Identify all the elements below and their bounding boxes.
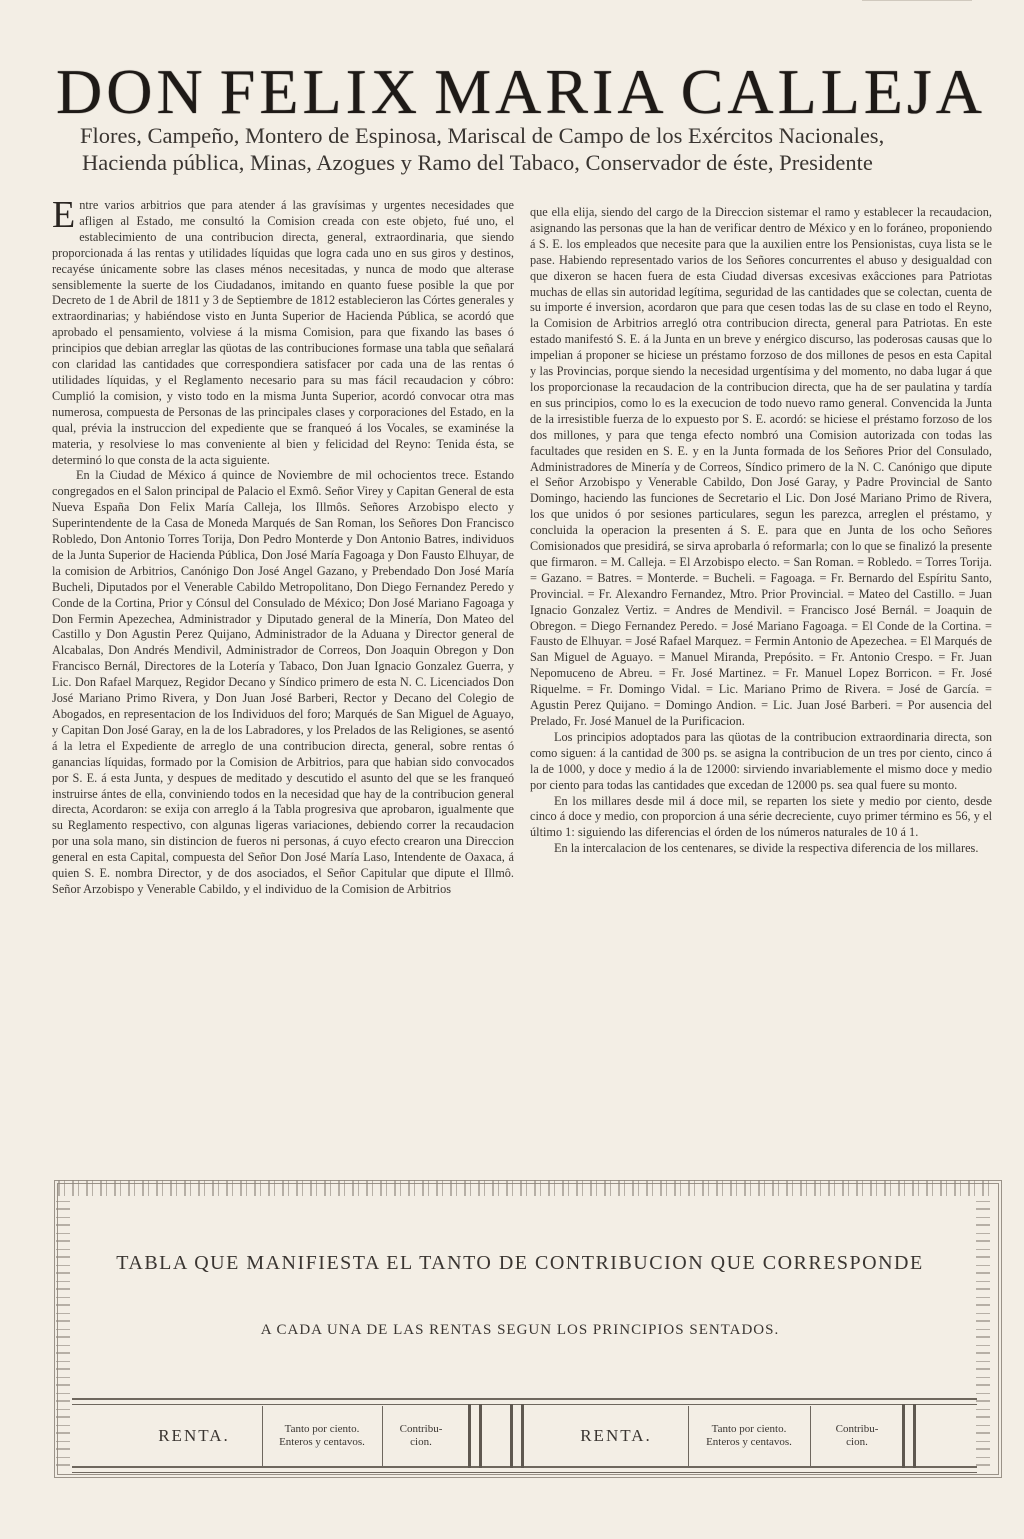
title-word: DON xyxy=(56,56,207,127)
header-line: Contribu- xyxy=(835,1423,879,1435)
subtitle-line: Flores, Campeño, Montero de Espinosa, Mariscal de Campo de los Exércitos Nacionales, xyxy=(80,123,885,148)
title-word: MARIA xyxy=(434,56,668,127)
table-rule xyxy=(72,1466,977,1468)
column-header-contribucion xyxy=(812,1408,902,1464)
column-header-tanto xyxy=(264,1408,380,1464)
header-line: Tanto por ciento. xyxy=(284,1423,360,1435)
column-header-tanto xyxy=(690,1408,808,1464)
header-line: Tanto por ciento. xyxy=(711,1423,787,1435)
column-header-renta: RENTA. xyxy=(158,1426,230,1445)
table-rule xyxy=(72,1398,977,1400)
header-line: Enteros y centavos. xyxy=(706,1436,792,1448)
center-double-rule xyxy=(468,1404,482,1468)
column-divider xyxy=(382,1406,383,1466)
right-text-column xyxy=(530,205,992,857)
paragraph xyxy=(52,194,514,468)
left-text-column xyxy=(52,194,514,898)
drop-cap: E xyxy=(52,194,76,236)
center-double-rule xyxy=(510,1404,524,1468)
column-divider xyxy=(688,1406,689,1466)
header-line: Enteros y centavos. xyxy=(279,1436,365,1448)
paragraph: En los millares desde mil á doce mil, se reparten los siete y medio por ciento, desde cinco á doce y medio, con proporcion á una série decreciente, cuyo primer término es 56, y el último 1: siguiendo las diferencias el órden de los números naturales de 10 á 1. xyxy=(530,793,992,840)
paragraph: que ella elija, siendo del cargo de la Direccion sistemar el ramo y establecer la recaudacion, asignando las personas que la han de verificar dentro de México y en lo foráneo, proponiendo á S. E. los empleados que necesite para que la auxilien entre los Pensionistas, cuya lista se le pase. Habiendo representado varios de los Señores concurrentes el abuso y desigualdad con que dixeron se hacen fuera de esta Ciudad diversas excesivas exâcciones para Patriotas muchas de ellas sin autoridad legítima, seguridad de las cantidades que se colectan, cuenta de su importe é inversion, acordaron que para que cesen todas las de su clase en todo el Reyno, la Comision de Arbitrios arregló otra contribucion directa, general para Patriotas. En este estado manifestó S. E. á la Junta en un breve y enérgico discurso, las poderosas causas que lo impelian á proponer se hiciese un préstamo forzoso de dos millones de pesos en esta Capital y las Provincias, porque siendo la necesidad urgentísima y del momento, no daba lugar á que los proporcionase la recaudacion de la contribucion directa, que ha de ser paulatina y tardía en sus principios, como lo es la execucion de todo nuevo ramo general. Convencida la Junta de la irresistible fuerza de lo expuesto por S. E. acordó: se hiciese el préstamo forzoso de los dos millones, y para que tenga efecto nombró una Comision autorizada con todas las facultades que residen en S. E. y en la Junta formada de los Señores Prior del Consulado, Administradores de Minería y de Correos, Síndico primero de la N. C. Canónigo que dipute el Señor Arzobispo y Venerable Cabildo, Don José Garay, y Padre Provincial de Santo Domingo, haciendo las funciones de Secretario el Lic. Don José Mariano Primo de Rivera, los que unidos ó por sesiones particulares, segun les parezca, arreglen el préstamo, y concluida la operacion la presenten á S. E. para que en Junta de los ocho Señores Comisionados que presidirá, se sirva aprobarla ó reformarla; con lo que se finalizó la presente que firmaron. = M. Calleja. = El Arzobispo electo. = San Roman. = Robledo. = Torres Torija. = Gazano. = Batres. = Monterde. = Bucheli. = Fagoaga. = Fr. Bernardo del Espíritu Santo, Provincial. = Fr. Alexandro Fernandez, Mtro. Prior Provincial. = Mateo del Castillo. = Juan Ignacio Gonzalez Vertiz. = Andres de Mendivil. = Francisco José Bernál. = Joaquin de Obregon. = Diego Fernandez Peredo. = José Mariano Fagoaga. = El Conde de la Cortina. = Fausto de Elhuyar. = José Rafael Marquez. = Fermin Antonio de Apezechea. = El Marqués de San Miguel de Aguayo. = Manuel Miranda, Prepósito. = Fr. Antonio Crespo. = Fr. Juan Nepomuceno de Abreu. = Fr. José Martinez. = Fr. Manuel Lopez Borricon. = Fr. José Riquelme. = Fr. Domingo Vidal. = Lic. Mariano Primo de Rivera. = José de García. = Agustin Perez Quijano. = Domingo Andion. = Lic. Juan José Barberi. = Por ausencia del Prelado, Fr. José Manuel de la Purificacion. xyxy=(530,205,992,728)
table-title: TABLA QUE MANIFIESTA EL TANTO DE CONTRIBUCION QUE CORRESPONDE xyxy=(116,1252,924,1274)
ornament-band-right xyxy=(976,1196,990,1466)
column-header-renta: RENTA. xyxy=(580,1426,652,1445)
column-header-contribucion xyxy=(384,1408,458,1464)
ornament-band-top xyxy=(58,1180,990,1196)
column-divider xyxy=(262,1406,263,1466)
column-divider xyxy=(810,1406,811,1466)
paragraph: En la intercalacion de los centenares, se divide la respectiva diferencia de los millares. xyxy=(554,841,979,856)
title-word: CALLEJA xyxy=(680,56,986,127)
header-line: cion. xyxy=(410,1436,432,1448)
paragraph-text: ntre varios arbitrios que para atender á las gravísimas y urgentes necesidades que afligen al Estado, me consultó la Comision creada con este objeto, fué uno, el establecimiento de una contribucion directa, general, extraordinaria, que siendo proporcionada á las rentas y utilidades líquidas que logra cada uno en sus giros y destinos, recayése únicamente sobre las clases ménos necesitadas, y nunca de modo que alterase sensiblemente la suerte de los Ciudadanos, imitando en quanto fuese posible la que por Decreto de 1 de Abril de 1811 y 3 de Septiembre de 1812 establecieron las Córtes generales y extraordinarias; y habiéndose visto en Junta Superior de Hacienda Pública, se acordó que aprobado el pensamiento, volviese á la misma Comision, para que fixando las bases ó principios que debian arreglar las qüotas de las contribuciones formase una tabla que señalará con claridad las cantidades que correspondiera satisfacer por cada una de las rentas ó utilidades líquidas, y el Reglamento necesario para su mas fácil recaudacion y cóbro: Cumplió la comision, y visto todo en la misma Junta Superior, acordó convocar otra mas numerosa, compuesta de Personas de las principales clases y corporaciones del Estado, en la qual, prévia la instruccion del expediente que se franqueó á los Vocales, se examinése la materia, y resolviese lo mas conveniente al bien y felicidad del Reyno: Tenida ésta, se determinó lo que consta de la acta siguiente. xyxy=(52,198,514,467)
subtitle-line: Hacienda pública, Minas, Azogues y Ramo del Tabaco, Conservador de éste, Presidente xyxy=(82,150,873,175)
corner-pencil-mark xyxy=(862,0,972,11)
table-subtitle: A CADA UNA DE LAS RENTAS SEGUN LOS PRINCIPIOS SENTADOS. xyxy=(260,1322,780,1338)
ornament-band-left xyxy=(56,1196,70,1466)
table-rule xyxy=(72,1404,977,1405)
table-rule xyxy=(72,1472,977,1473)
right-double-rule xyxy=(902,1404,916,1468)
header-line: cion. xyxy=(846,1436,868,1448)
paragraph: Los principios adoptados para las qüotas de la contribucion extraordinaria directa, son como siguen: á la cantidad de 300 ps. se asigna la contribucion de un tres por ciento, cinco á la de 1000, y doce y medio á la de 12000: sirviendo invariablemente el mismo doce y medio por ciento para todas las cantidades que excedan de 12000 ps. sea qual fuere su monto. xyxy=(530,729,992,792)
page-title xyxy=(56,58,986,126)
title-word: FELIX xyxy=(219,56,422,127)
paragraph: En la Ciudad de México á quince de Noviembre de mil ochocientos trece. Estando congregados en el Salon principal de Palacio el Exmô. Señor Virey y Capitan General de esta Nueva España Don Felix María Calleja, los Illmôs. Señores Arzobispo electo y Superintendente de la Casa de Moneda Marqués de San Roman, los Señores Don Francisco Robledo, Don Antonio Torres Torija, Don Pedro Monterde y Don Antonio Batres, individuos de la Junta Superior de Hacienda Pública, Don José María Fagoaga y Don Fausto Elhuyar, de la comision de Arbitrios, Canónigo Don José Angel Gazano, y Prebendado Don José María Bucheli, Diputados por el Venerable Cabildo Metropolitano, Don Diego Fernandez Peredo y Conde de la Cortina, Prior y Cónsul del Consulado de México; Don José Mariano Fagoaga y Don Fermin Apezechea, Administrador y Diputado general de la Minería, Don Mateo del Castillo y Don Agustin Perez Quijano, Administrador de la Aduana y Director general de Alcabalas, Don Andrés Mendivil, Administrador de Correos, Don Joaquin Obregon y Don Francisco Bernál, Directores de la Lotería y Tabaco, Don Juan Ignacio Gonzalez Guerra, y Lic. Don Rafael Marquez, Regidor Decano y Síndico primero de esta N. C. Licenciados Don José Mariano Primo Rivera, y Don Juan José Barberi, Rector y Decano del Colegio de Abogados, en representacion de los Individuos del foro; Marqués de San Miguel de Aguayo, y Capitan Don José Garay, en la de los Labradores, y los Prelados de las Religiones, se asentó á la letra el Expediente de arreglo de una contribucion directa, general, sobre rentas ó ganancias líquidas, formado por la Comision de Arbitrios, para que habian sido convocados por S. E. á esta Junta, y despues de meditado y descutido el asunto del que se les franqueó instruirse ántes de ella, conviniendo todos en la necesidad que hay de la contribucion general directa, Acordaron: se exija con arreglo á la Tabla progresiva que aprobaron, igualmente que su Reglamento respectivo, con algunas ligeras variaciones, debiendo correr la recaudacion por una sola mano, sin distincion de fueros ni personas, á cuyo efecto crearon una Direccion general en esta Capital, compuesta del Señor Don José María Laso, Intendente de Oaxaca, á quien S. E. nombra Director, y de dos asociados, el Señor Capitular que dipute el Illmô. Señor Arzobispo y Venerable Cabildo, y el individuo de la Comision de Arbitrios xyxy=(52,468,514,896)
header-line: Contribu- xyxy=(399,1423,443,1435)
